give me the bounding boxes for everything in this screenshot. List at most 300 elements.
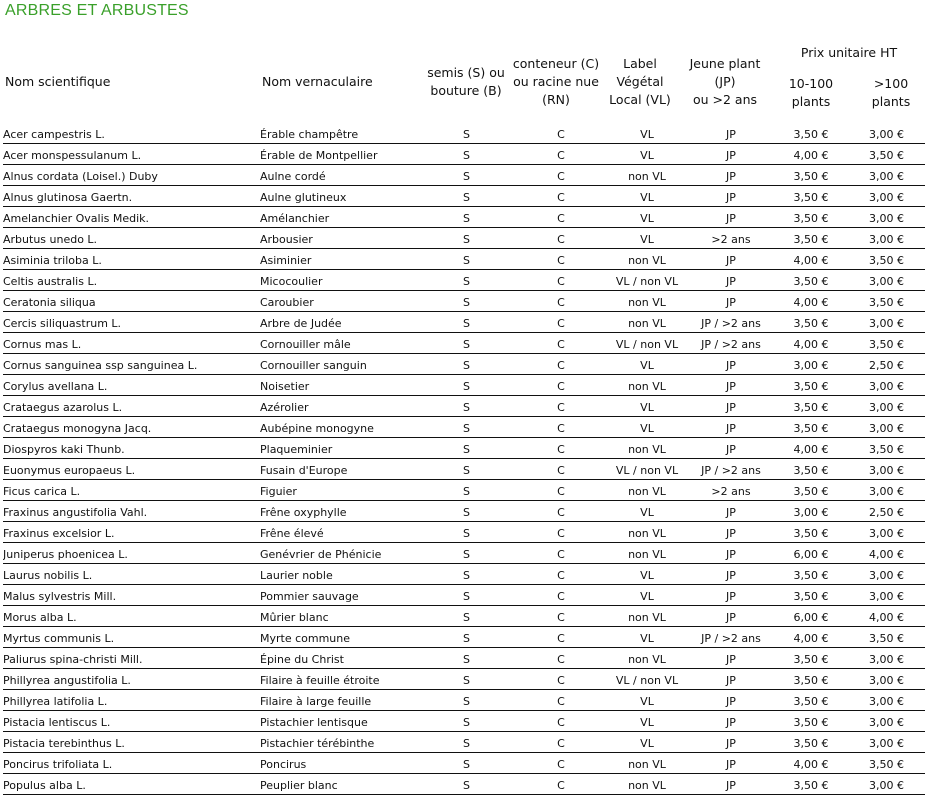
scientific-name-cell: Crataegus monogyna Jacq. (3, 417, 260, 438)
table-row (3, 564, 925, 585)
propagation-cell: S (417, 375, 516, 396)
label-cell: non VL (606, 606, 688, 627)
vernacular-name-cell: Mûrier blanc (260, 606, 417, 627)
header-label: Label Végétal Local (VL) (609, 56, 671, 107)
vernacular-name-cell: Myrte commune (260, 627, 417, 648)
price-over-100-cell: 3,00 € (848, 417, 925, 438)
label-cell: VL (606, 564, 688, 585)
price-10-100-cell: 3,50 € (774, 459, 848, 480)
propagation-cell: S (417, 753, 516, 774)
container-cell: C (516, 501, 606, 522)
scientific-name-cell: Poncirus trifoliata L. (3, 753, 260, 774)
label-cell: VL (606, 123, 688, 144)
label-cell: non VL (606, 438, 688, 459)
scientific-name-cell: Acer campestris L. (3, 123, 260, 144)
table-row (3, 333, 925, 354)
scientific-name-cell: Phillyrea angustifolia L. (3, 669, 260, 690)
young-plant-cell: JP (688, 669, 774, 690)
price-10-100-cell: 3,50 € (774, 774, 848, 795)
label-cell: VL (606, 690, 688, 711)
propagation-cell: S (417, 417, 516, 438)
plants-table (3, 123, 925, 795)
container-cell: C (516, 648, 606, 669)
propagation-cell: S (417, 774, 516, 795)
scientific-name-cell: Malus sylvestris Mill. (3, 585, 260, 606)
propagation-cell: S (417, 333, 516, 354)
propagation-cell: S (417, 396, 516, 417)
table-row (3, 522, 925, 543)
vernacular-name-cell: Pistachier térébinthe (260, 732, 417, 753)
container-cell: C (516, 312, 606, 333)
price-over-100-cell: 3,00 € (848, 669, 925, 690)
label-cell: VL (606, 396, 688, 417)
scientific-name-cell: Phillyrea latifolia L. (3, 690, 260, 711)
price-10-100-cell: 6,00 € (774, 543, 848, 564)
label-cell: VL / non VL (606, 270, 688, 291)
vernacular-name-cell: Érable champêtre (260, 123, 417, 144)
propagation-cell: S (417, 291, 516, 312)
label-cell: VL / non VL (606, 333, 688, 354)
header-container: conteneur (C) ou racine nue (RN) (512, 56, 600, 107)
price-over-100-cell: 3,00 € (848, 186, 925, 207)
propagation-cell: S (417, 438, 516, 459)
vernacular-name-cell: Figuier (260, 480, 417, 501)
label-cell: non VL (606, 543, 688, 564)
propagation-cell: S (417, 627, 516, 648)
vernacular-name-cell: Azérolier (260, 396, 417, 417)
price-over-100-cell: 3,50 € (848, 753, 925, 774)
label-cell: VL (606, 585, 688, 606)
propagation-cell: S (417, 543, 516, 564)
scientific-name-cell: Morus alba L. (3, 606, 260, 627)
container-cell: C (516, 144, 606, 165)
young-plant-cell: JP / >2 ans (688, 312, 774, 333)
scientific-name-cell: Corylus avellana L. (3, 375, 260, 396)
container-cell: C (516, 396, 606, 417)
vernacular-name-cell: Micocoulier (260, 270, 417, 291)
scientific-name-cell: Ceratonia siliqua (3, 291, 260, 312)
scientific-name-cell: Ficus carica L. (3, 480, 260, 501)
vernacular-name-cell: Peuplier blanc (260, 774, 417, 795)
vernacular-name-cell: Arbre de Judée (260, 312, 417, 333)
scientific-name-cell: Acer monspessulanum L. (3, 144, 260, 165)
scientific-name-cell: Fraxinus angustifolia Vahl. (3, 501, 260, 522)
table-row (3, 753, 925, 774)
price-10-100-cell: 6,00 € (774, 606, 848, 627)
price-10-100-cell: 4,00 € (774, 249, 848, 270)
young-plant-cell: JP (688, 249, 774, 270)
container-cell: C (516, 354, 606, 375)
container-cell: C (516, 123, 606, 144)
propagation-cell: S (417, 501, 516, 522)
propagation-cell: S (417, 186, 516, 207)
header-young-plant: Jeune plant (JP) ou >2 ans (689, 56, 761, 107)
young-plant-cell: JP (688, 522, 774, 543)
scientific-name-cell: Euonymus europaeus L. (3, 459, 260, 480)
young-plant-cell: JP (688, 375, 774, 396)
table-row (3, 732, 925, 753)
container-cell: C (516, 522, 606, 543)
label-cell: VL (606, 627, 688, 648)
label-cell: VL (606, 501, 688, 522)
price-over-100-cell: 3,00 € (848, 564, 925, 585)
container-cell: C (516, 543, 606, 564)
table-row (3, 774, 925, 795)
label-cell: non VL (606, 165, 688, 186)
container-cell: C (516, 186, 606, 207)
price-10-100-cell: 3,50 € (774, 186, 848, 207)
container-cell: C (516, 690, 606, 711)
price-10-100-cell: 4,00 € (774, 438, 848, 459)
vernacular-name-cell: Asiminier (260, 249, 417, 270)
container-cell: C (516, 207, 606, 228)
label-cell: non VL (606, 312, 688, 333)
container-cell: C (516, 438, 606, 459)
scientific-name-cell: Myrtus communis L. (3, 627, 260, 648)
vernacular-name-cell: Aulne glutineux (260, 186, 417, 207)
young-plant-cell: JP (688, 438, 774, 459)
vernacular-name-cell: Frêne élevé (260, 522, 417, 543)
price-10-100-cell: 3,50 € (774, 690, 848, 711)
vernacular-name-cell: Fusain d'Europe (260, 459, 417, 480)
vernacular-name-cell: Cornouiller mâle (260, 333, 417, 354)
scientific-name-cell: Laurus nobilis L. (3, 564, 260, 585)
scientific-name-cell: Amelanchier Ovalis Medik. (3, 207, 260, 228)
container-cell: C (516, 627, 606, 648)
vernacular-name-cell: Arbousier (260, 228, 417, 249)
price-10-100-cell: 3,50 € (774, 312, 848, 333)
vernacular-name-cell: Amélanchier (260, 207, 417, 228)
price-over-100-cell: 3,00 € (848, 690, 925, 711)
vernacular-name-cell: Érable de Montpellier (260, 144, 417, 165)
container-cell: C (516, 669, 606, 690)
price-over-100-cell: 3,00 € (848, 228, 925, 249)
scientific-name-cell: Alnus glutinosa Gaertn. (3, 186, 260, 207)
table-row (3, 228, 925, 249)
price-over-100-cell: 3,00 € (848, 165, 925, 186)
container-cell: C (516, 585, 606, 606)
vernacular-name-cell: Épine du Christ (260, 648, 417, 669)
young-plant-cell: JP (688, 207, 774, 228)
young-plant-cell: JP / >2 ans (688, 627, 774, 648)
price-10-100-cell: 3,50 € (774, 711, 848, 732)
price-over-100-cell: 3,00 € (848, 312, 925, 333)
scientific-name-cell: Pistacia terebinthus L. (3, 732, 260, 753)
young-plant-cell: >2 ans (688, 228, 774, 249)
price-over-100-cell: 3,00 € (848, 648, 925, 669)
table-row (3, 438, 925, 459)
label-cell: non VL (606, 375, 688, 396)
container-cell: C (516, 564, 606, 585)
label-cell: VL (606, 732, 688, 753)
table-row (3, 543, 925, 564)
label-cell: non VL (606, 774, 688, 795)
label-cell: VL (606, 228, 688, 249)
header-price-over-100: >100 plants (871, 76, 911, 109)
table-row (3, 375, 925, 396)
young-plant-cell: JP (688, 585, 774, 606)
young-plant-cell: JP (688, 270, 774, 291)
vernacular-name-cell: Aulne cordé (260, 165, 417, 186)
young-plant-cell: JP / >2 ans (688, 459, 774, 480)
price-10-100-cell: 4,00 € (774, 627, 848, 648)
young-plant-cell: JP (688, 543, 774, 564)
header-price-group: Prix unitaire HT (800, 45, 898, 60)
container-cell: C (516, 375, 606, 396)
table-row (3, 270, 925, 291)
price-10-100-cell: 3,50 € (774, 648, 848, 669)
young-plant-cell: JP (688, 753, 774, 774)
price-over-100-cell: 3,00 € (848, 774, 925, 795)
propagation-cell: S (417, 207, 516, 228)
scientific-name-cell: Cornus sanguinea ssp sanguinea L. (3, 354, 260, 375)
scientific-name-cell: Crataegus azarolus L. (3, 396, 260, 417)
price-10-100-cell: 3,50 € (774, 564, 848, 585)
price-10-100-cell: 3,00 € (774, 501, 848, 522)
table-row (3, 669, 925, 690)
table-row (3, 480, 925, 501)
table-row (3, 690, 925, 711)
young-plant-cell: JP (688, 732, 774, 753)
label-cell: non VL (606, 648, 688, 669)
vernacular-name-cell: Poncirus (260, 753, 417, 774)
table-row (3, 123, 925, 144)
container-cell: C (516, 480, 606, 501)
price-over-100-cell: 3,50 € (848, 627, 925, 648)
young-plant-cell: JP (688, 711, 774, 732)
price-10-100-cell: 3,50 € (774, 396, 848, 417)
scientific-name-cell: Diospyros kaki Thunb. (3, 438, 260, 459)
propagation-cell: S (417, 354, 516, 375)
table-row (3, 396, 925, 417)
container-cell: C (516, 732, 606, 753)
price-10-100-cell: 3,50 € (774, 123, 848, 144)
table-row (3, 144, 925, 165)
label-cell: VL / non VL (606, 459, 688, 480)
propagation-cell: S (417, 228, 516, 249)
price-10-100-cell: 4,00 € (774, 291, 848, 312)
table-row (3, 207, 925, 228)
propagation-cell: S (417, 732, 516, 753)
container-cell: C (516, 606, 606, 627)
scientific-name-cell: Pistacia lentiscus L. (3, 711, 260, 732)
table-row (3, 648, 925, 669)
young-plant-cell: JP (688, 690, 774, 711)
header-propagation: semis (S) ou bouture (B) (427, 65, 505, 98)
scientific-name-cell: Cornus mas L. (3, 333, 260, 354)
scientific-name-cell: Alnus cordata (Loisel.) Duby (3, 165, 260, 186)
container-cell: C (516, 228, 606, 249)
vernacular-name-cell: Genévrier de Phénicie (260, 543, 417, 564)
container-cell: C (516, 165, 606, 186)
container-cell: C (516, 459, 606, 480)
price-10-100-cell: 3,50 € (774, 165, 848, 186)
young-plant-cell: JP (688, 501, 774, 522)
price-10-100-cell: 3,50 € (774, 585, 848, 606)
price-over-100-cell: 3,00 € (848, 585, 925, 606)
table-row (3, 291, 925, 312)
scientific-name-cell: Arbutus unedo L. (3, 228, 260, 249)
young-plant-cell: >2 ans (688, 480, 774, 501)
price-10-100-cell: 3,50 € (774, 480, 848, 501)
label-cell: non VL (606, 522, 688, 543)
container-cell: C (516, 417, 606, 438)
young-plant-cell: JP (688, 186, 774, 207)
price-10-100-cell: 4,00 € (774, 333, 848, 354)
label-cell: VL (606, 144, 688, 165)
scientific-name-cell: Populus alba L. (3, 774, 260, 795)
price-over-100-cell: 3,00 € (848, 459, 925, 480)
propagation-cell: S (417, 312, 516, 333)
label-cell: non VL (606, 249, 688, 270)
table-row (3, 165, 925, 186)
header-price-10-100: 10-100 plants (788, 76, 834, 109)
container-cell: C (516, 249, 606, 270)
propagation-cell: S (417, 123, 516, 144)
table-row (3, 417, 925, 438)
vernacular-name-cell: Noisetier (260, 375, 417, 396)
plants-table-body (3, 123, 925, 795)
price-10-100-cell: 3,50 € (774, 669, 848, 690)
price-10-100-cell: 3,50 € (774, 522, 848, 543)
price-over-100-cell: 3,50 € (848, 438, 925, 459)
container-cell: C (516, 753, 606, 774)
label-cell: non VL (606, 753, 688, 774)
price-over-100-cell: 3,00 € (848, 711, 925, 732)
vernacular-name-cell: Pistachier lentisque (260, 711, 417, 732)
young-plant-cell: JP (688, 165, 774, 186)
propagation-cell: S (417, 711, 516, 732)
propagation-cell: S (417, 669, 516, 690)
propagation-cell: S (417, 585, 516, 606)
header-scientific-name: Nom scientifique (5, 74, 111, 89)
propagation-cell: S (417, 648, 516, 669)
container-cell: C (516, 291, 606, 312)
table-row (3, 249, 925, 270)
table-row (3, 501, 925, 522)
scientific-name-cell: Celtis australis L. (3, 270, 260, 291)
price-over-100-cell: 3,50 € (848, 144, 925, 165)
young-plant-cell: JP (688, 564, 774, 585)
container-cell: C (516, 711, 606, 732)
price-over-100-cell: 3,00 € (848, 522, 925, 543)
scientific-name-cell: Juniperus phoenicea L. (3, 543, 260, 564)
price-over-100-cell: 3,50 € (848, 249, 925, 270)
young-plant-cell: JP (688, 291, 774, 312)
label-cell: VL (606, 417, 688, 438)
propagation-cell: S (417, 606, 516, 627)
price-over-100-cell: 4,00 € (848, 543, 925, 564)
table-row (3, 627, 925, 648)
propagation-cell: S (417, 270, 516, 291)
price-10-100-cell: 3,00 € (774, 354, 848, 375)
price-10-100-cell: 3,50 € (774, 207, 848, 228)
vernacular-name-cell: Aubépine monogyne (260, 417, 417, 438)
propagation-cell: S (417, 480, 516, 501)
price-10-100-cell: 4,00 € (774, 753, 848, 774)
young-plant-cell: JP (688, 648, 774, 669)
page-title: ARBRES ET ARBUSTES (5, 2, 189, 19)
vernacular-name-cell: Filaire à large feuille (260, 690, 417, 711)
price-10-100-cell: 3,50 € (774, 732, 848, 753)
propagation-cell: S (417, 249, 516, 270)
price-10-100-cell: 3,50 € (774, 270, 848, 291)
price-over-100-cell: 4,00 € (848, 606, 925, 627)
label-cell: VL (606, 186, 688, 207)
table-row (3, 711, 925, 732)
propagation-cell: S (417, 459, 516, 480)
table-row (3, 186, 925, 207)
table-row (3, 585, 925, 606)
young-plant-cell: JP (688, 123, 774, 144)
table-row (3, 606, 925, 627)
price-over-100-cell: 3,00 € (848, 270, 925, 291)
propagation-cell: S (417, 690, 516, 711)
price-over-100-cell: 2,50 € (848, 354, 925, 375)
label-cell: non VL (606, 291, 688, 312)
scientific-name-cell: Fraxinus excelsior L. (3, 522, 260, 543)
price-10-100-cell: 4,00 € (774, 144, 848, 165)
propagation-cell: S (417, 144, 516, 165)
vernacular-name-cell: Filaire à feuille étroite (260, 669, 417, 690)
young-plant-cell: JP (688, 417, 774, 438)
young-plant-cell: JP (688, 606, 774, 627)
vernacular-name-cell: Frêne oxyphylle (260, 501, 417, 522)
price-over-100-cell: 3,50 € (848, 291, 925, 312)
vernacular-name-cell: Laurier noble (260, 564, 417, 585)
price-over-100-cell: 3,00 € (848, 396, 925, 417)
container-cell: C (516, 774, 606, 795)
scientific-name-cell: Asiminia triloba L. (3, 249, 260, 270)
header-vernacular-name: Nom vernaculaire (262, 74, 373, 89)
table-row (3, 312, 925, 333)
price-over-100-cell: 3,00 € (848, 123, 925, 144)
label-cell: non VL (606, 480, 688, 501)
propagation-cell: S (417, 522, 516, 543)
scientific-name-cell: Paliurus spina-christi Mill. (3, 648, 260, 669)
propagation-cell: S (417, 165, 516, 186)
label-cell: VL (606, 354, 688, 375)
vernacular-name-cell: Caroubier (260, 291, 417, 312)
propagation-cell: S (417, 564, 516, 585)
young-plant-cell: JP (688, 396, 774, 417)
label-cell: VL (606, 207, 688, 228)
young-plant-cell: JP (688, 774, 774, 795)
container-cell: C (516, 333, 606, 354)
price-over-100-cell: 3,00 € (848, 375, 925, 396)
table-row (3, 459, 925, 480)
price-over-100-cell: 3,50 € (848, 333, 925, 354)
scientific-name-cell: Cercis siliquastrum L. (3, 312, 260, 333)
table-row (3, 354, 925, 375)
label-cell: VL (606, 711, 688, 732)
price-over-100-cell: 3,00 € (848, 732, 925, 753)
price-over-100-cell: 2,50 € (848, 501, 925, 522)
vernacular-name-cell: Pommier sauvage (260, 585, 417, 606)
vernacular-name-cell: Cornouiller sanguin (260, 354, 417, 375)
price-10-100-cell: 3,50 € (774, 228, 848, 249)
young-plant-cell: JP / >2 ans (688, 333, 774, 354)
label-cell: VL / non VL (606, 669, 688, 690)
vernacular-name-cell: Plaqueminier (260, 438, 417, 459)
young-plant-cell: JP (688, 144, 774, 165)
price-10-100-cell: 3,50 € (774, 417, 848, 438)
price-10-100-cell: 3,50 € (774, 375, 848, 396)
price-over-100-cell: 3,00 € (848, 207, 925, 228)
container-cell: C (516, 270, 606, 291)
price-over-100-cell: 3,00 € (848, 480, 925, 501)
young-plant-cell: JP (688, 354, 774, 375)
